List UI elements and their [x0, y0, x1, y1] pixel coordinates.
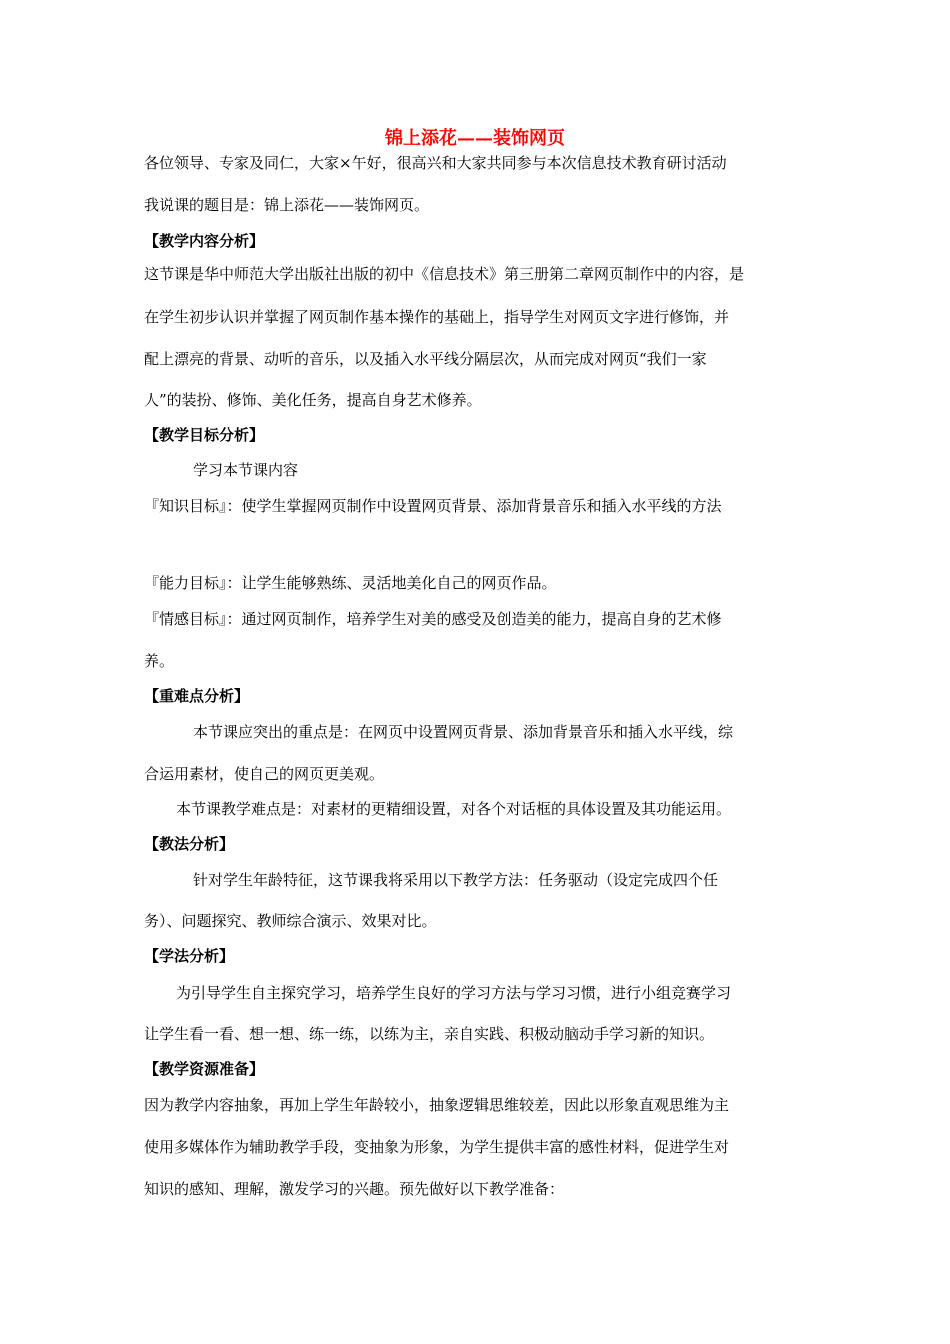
ability-goal-line: 『能力目标』：让学生能够熟练、灵活地美化自己的网页作品。: [144, 574, 557, 592]
section-heading-key-points: 【重难点分析】: [144, 687, 250, 705]
paragraph-line: 我说课的题目是：锦上添花——装饰网页。: [144, 196, 430, 214]
paragraph-line: 使用多媒体作为辅助教学手段，变抽象为形象，为学生提供丰富的感性材料，促进学生对: [144, 1138, 730, 1156]
paragraph-line: 这节课是华中师范大学出版社出版的初中《信息技术》第三册第二章网页制作中的内容，是: [144, 265, 745, 283]
paragraph-line: 人”的装扮、修饰、美化任务，提高自身艺术修养。: [144, 391, 482, 409]
section-heading-resources: 【教学资源准备】: [144, 1060, 265, 1078]
section-heading-teaching-method: 【教法分析】: [144, 835, 235, 853]
paragraph-line: 为引导学生自主探究学习，培养学生良好的学习方法与学习习惯，进行小组竞赛学习: [176, 984, 732, 1002]
paragraph-line: 学习本节课内容: [193, 461, 299, 479]
paragraph-line: 针对学生年龄特征，这节课我将采用以下教学方法：任务驱动（设定完成四个任: [193, 871, 719, 889]
paragraph-line: 配上漂亮的背景、动听的音乐，以及插入水平线分隔层次，从而完成对网页“我们一家: [144, 350, 707, 368]
emotion-goal-line: 『情感目标』：通过网页制作，培养学生对美的感受及创造美的能力，提高自身的艺术修: [144, 610, 722, 628]
paragraph-line: 本节课应突出的重点是：在网页中设置网页背景、添加背景音乐和插入水平线，综: [193, 723, 734, 741]
paragraph-line: 各位领导、专家及同仁，大家×午好，很高兴和大家共同参与本次信息技术教育研讨活动: [144, 154, 727, 172]
paragraph-line: 本节课教学难点是：对素材的更精细设置，对各个对话框的具体设置及其功能运用。: [176, 800, 732, 818]
knowledge-goal-line: 『知识目标』：使学生掌握网页制作中设置网页背景、添加背景音乐和插入水平线的方法: [144, 497, 722, 515]
paragraph-line: 务）、问题探究、教师综合演示、效果对比。: [144, 912, 437, 930]
paragraph-line: 知识的感知、理解，激发学习的兴趣。预先做好以下教学准备：: [144, 1180, 565, 1198]
document-title: 锦上添花——装饰网页: [385, 128, 565, 149]
section-heading-goal-analysis: 【教学目标分析】: [144, 426, 265, 444]
paragraph-line: 养。: [144, 652, 175, 670]
paragraph-line: 让学生看一看、想一想、练一练，以练为主，亲自实践、积极动脑动手学习新的知识。: [144, 1025, 715, 1043]
paragraph-line: 在学生初步认识并掌握了网页制作基本操作的基础上，指导学生对网页文字进行修饰，并: [144, 308, 730, 326]
section-heading-learning-method: 【学法分析】: [144, 947, 235, 965]
section-heading-content-analysis: 【教学内容分析】: [144, 232, 265, 250]
paragraph-line: 因为教学内容抽象，再加上学生年龄较小，抽象逻辑思维较差，因此以形象直观思维为主: [144, 1096, 730, 1114]
paragraph-line: 合运用素材，使自己的网页更美观。: [144, 765, 385, 783]
